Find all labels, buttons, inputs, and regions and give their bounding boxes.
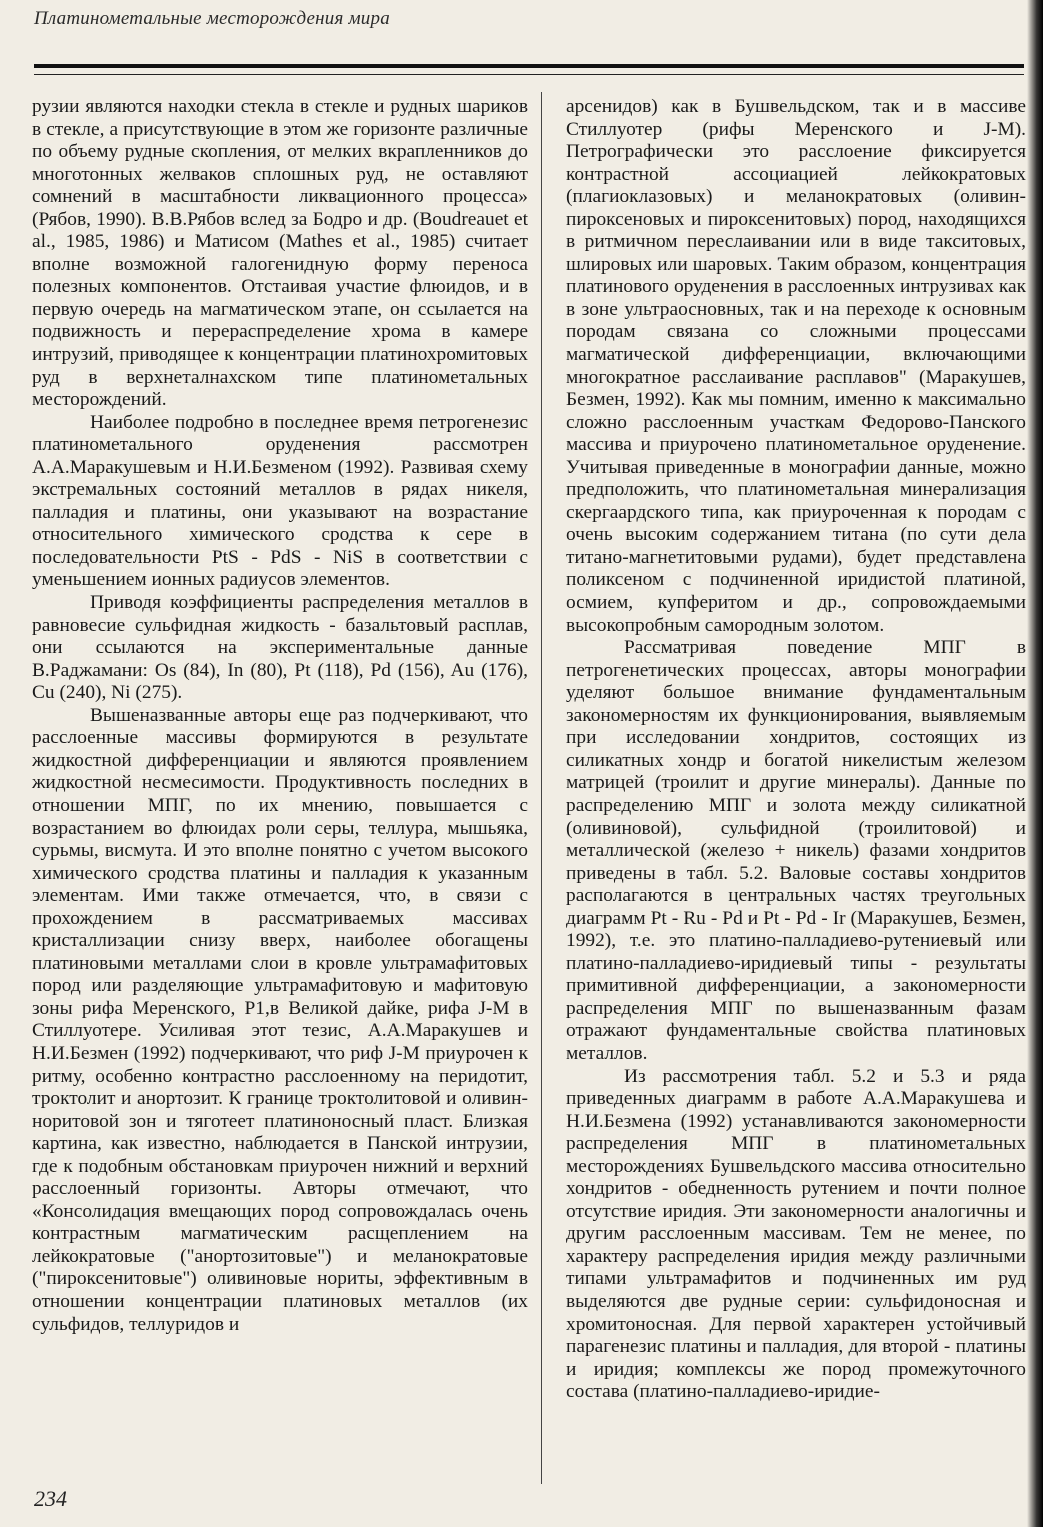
binding-shadow	[1027, 0, 1043, 1527]
right-column	[566, 96, 1026, 1404]
header-rule-thin	[34, 74, 1024, 75]
left-paragraph-2: Наиболее подробно в последнее время петрогенезис платинометального оруденения рассмотрен А.А.Маракушевым и Н.И.Безменом (1992). Развивая схему экстремальных состояний металлов в рядах никеля, палладия и платины, они указывают на возрастание относительного химического сродства к сере в последовательности PtS - PdS - NiS в соответствии с уменьшением ионных радиусов элементов.	[32, 411, 528, 591]
right-paragraph-3: Из рассмотрения табл. 5.2 и 5.3 и ряда приведенных диаграмм в работе А.А.Маракушева и Н.И.Безмена (1992) устанавливаются закономерности распределения МПГ в платинометальных месторождениях Бушвельдского массива относительно хондритов - обедненность рутением и почти полное отсутствие иридия. Эти закономерности аналогичны и другим расслоенным массивам. Тем не менее, по характеру распределения иридия между различными типами ультрамафитов и подчиненных им руд выделяются две рудные серии: сульфидоносная и хромитоносная. Для первой характерен устойчивый парагенезис платины и палладия, для второй - платины и иридия; комплексы же пород промежуточного состава (платино-палладиево-иридие-	[566, 1065, 1026, 1403]
page-number: 234	[34, 1486, 67, 1511]
running-head: Платинометальные месторождения мира	[34, 8, 390, 29]
left-paragraph-1: рузии являются находки стекла в стекле и рудных шариков в стекле, а присутствующие в этом же горизонте различные по объему рудные скопления, от мелких вкрапленников до многотонных желваков сплошных руд, не оставляют сомнений в масштабности ликвационного процесса» (Рябов, 1990). В.В.Рябов вслед за Бодро и др. (Boudreauet et al., 1985, 1986) и Матисом (Mathes et al., 1985) считает вполне возможной галогенидную форму переноса полезных компонентов. Отстаивая участие флюидов, и в первую очередь на магматическом этапе, он ссылается на подвижность и перераспределение хрома в камере интрузий, приводящее к концентрации платинохромитовых руд в верхнеталнахском типе платинометальных месторождений.	[32, 96, 528, 411]
right-paragraph-1: арсенидов) как в Бушвельдском, так и в массиве Стиллуотер (рифы Меренского и J-M). Петрографически это расслоение фиксируется контрастной ассоциацией лейкократовых (плагиоклазовых) и меланократовых (оливин-пироксеновых и пироксенитовых) пород, находящихся в ритмичном переслаивании или в виде такситовых, шлировых или шаровых. Таким образом, концентрация платинового оруденения в расслоенных интрузивах как в зоне ультраосновных, так и на переходе к основным породам связана со сложными процессами магматической дифференциации, включающими многократное расслаивание расплавов" (Маракушев, Безмен, 1992). Как мы помним, именно к максимально сложно расслоенным участкам Федорово-Панского массива и приурочено платинометальное оруденение. Учитывая приведенные в монографии данные, можно предположить, что платинометальная минерализация скергаардского типа, как приуроченная к породам с очень высоким содержанием титана (по сути дела титано-магнетитовыми рудами), будет представлена поликсеном с подчиненной иридистой платиной, осмием, купферитом и др., сопровождаемыми высокопробным самородным золотом.	[566, 96, 1026, 636]
left-column	[32, 96, 528, 1336]
left-paragraph-4: Вышеназванные авторы еще раз подчеркивают, что расслоенные массивы формируются в результате жидкостной дифференциации и являются проявлением жидкостной несмесимости. Продуктивность последних в отношении МПГ, по их мнению, повышается с возрастанием во флюидах роли серы, теллура, мышьяка, сурьмы, висмута. И это вполне понятно с учетом высокого химического сродства платины и палладия к указанным элементам. Ими также отмечается, что, в связи с прохождением в рассматриваемых массивах кристаллизации снизу вверх, наиболее обогащены платиновыми металлами слои в кровле ультрамафитовых пород или разделяющие ультрамафитовую и мафитовую зоны рифа Меренского, P1,в Великой дайке, рифа J-M в Стиллуотере. Усиливая этот тезис, А.А.Маракушев и Н.И.Безмен (1992) подчеркивают, что риф J-M приурочен к ритму, особенно контрастно расслоенному на перидотит, троктолит и анортозит. К границе троктолитовой и оливин-норитовой зон и тяготеет платиноносный пласт. Близкая картина, как известно, наблюдается в Панской интрузии, где к подобным обстановкам приурочен нижний и верхний расслоенный горизонты. Авторы отмечают, что «Консолидация вмещающих пород сопровождалась очень контрастным магматическим расщеплением на лейкократовые ("анортозитовые") и меланократовые ("пироксенитовые") оливиновые нориты, эффективным в отношении концентрации платиновых металлов (их сульфидов, теллуридов и	[32, 704, 528, 1335]
column-divider	[541, 92, 542, 1484]
header-rule-thick	[34, 64, 1024, 68]
right-paragraph-2: Рассматривая поведение МПГ в петрогенетических процессах, авторы монографии уделяют большое внимание фундаментальным закономерностям их функционирования, выявляемым при исследовании хондритов, состоящих из силикатных хондр и богатой никелистым железом матрицей (троилит и другие минералы). Данные по распределению МПГ и золота между силикатной (оливиновой), сульфидной (троилитовой) и металлической (железо + никель) фазами хондритов приведены в табл. 5.2. Валовые составы хондритов располагаются в центральных частях треугольных диаграмм Pt - Ru - Pd и Pt - Pd - Ir (Маракушев, Безмен, 1992), т.е. это платино-палладиево-рутениевый или платино-палладиево-иридиевый типы - результаты примитивной дифференциации, а закономерности распределения МПГ по вышеназванным фазам отражают фундаментальные свойства платиновых металлов.	[566, 637, 1026, 1064]
left-paragraph-3: Приводя коэффициенты распределения металлов в равновесие сульфидная жидкость - базальтовый расплав, они ссылаются на экспериментальные данные В.Раджамани: Os (84), In (80), Pt (118), Pd (156), Au (176), Cu (240), Ni (275).	[32, 592, 528, 704]
